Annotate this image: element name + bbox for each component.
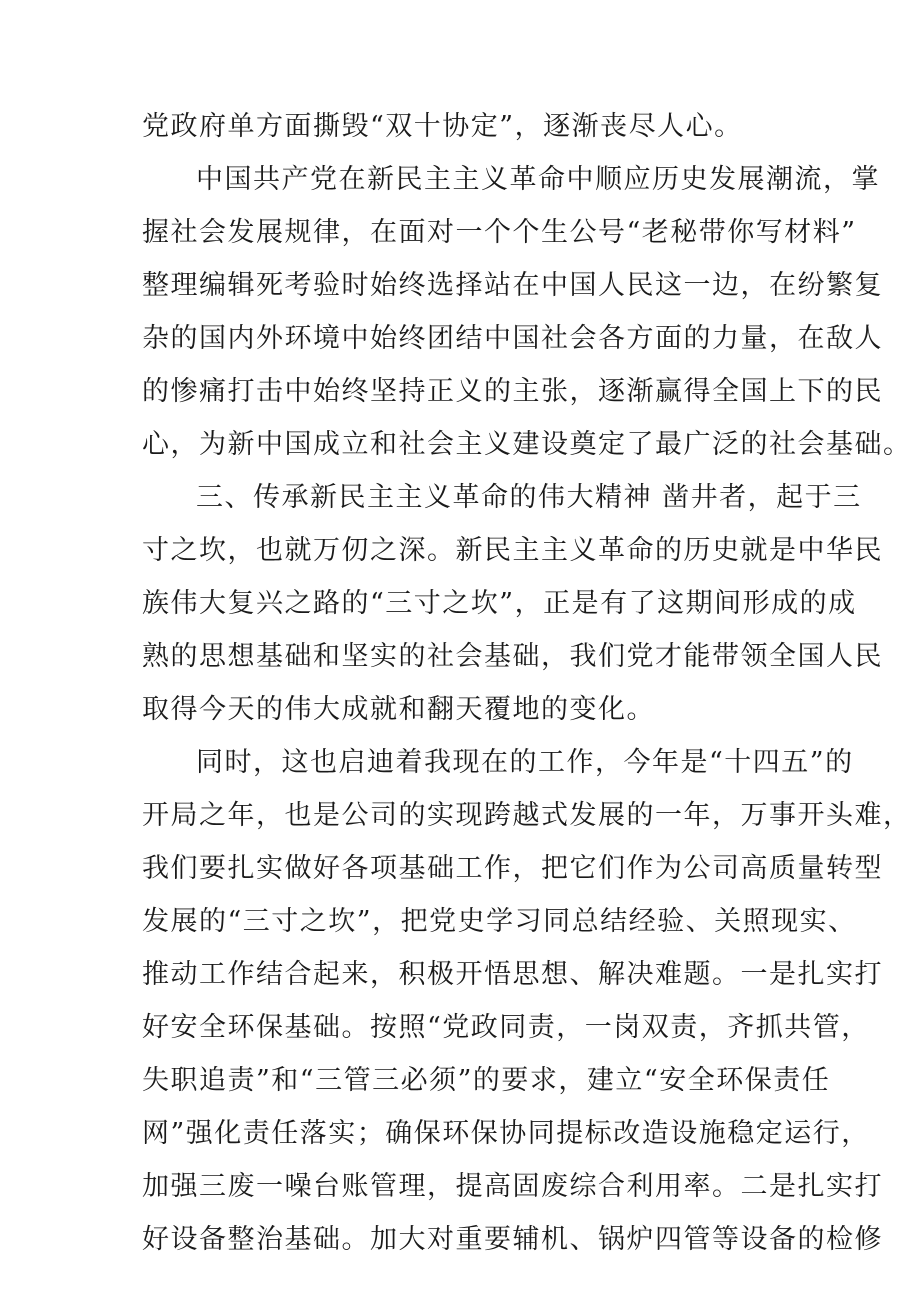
text-line: 杂的国内外环境中始终团结中国社会各方面的力量，在敌人 <box>142 323 883 354</box>
text-line: 寸之坎，也就万仞之深。新民主主义革命的历史就是中华民 <box>142 535 883 566</box>
text-line: 熟的思想基础和坚实的社会基础，我们党才能带领全国人民 <box>142 641 883 672</box>
text-line: 中国共产党在新民主主义革命中顺应历史发展潮流，掌 <box>196 164 880 195</box>
text-line: 取得今天的伟大成就和翻天覆地的变化。 <box>142 694 655 725</box>
text-line: 我们要扎实做好各项基础工作，把它们作为公司高质量转型 <box>142 853 883 884</box>
text-line: 三、传承新民主主义革命的伟大精神 凿井者，起于三 <box>196 482 862 513</box>
text-line: 整理编辑死考验时始终选择站在中国人民这一边，在纷繁复 <box>142 270 883 301</box>
text-line: 的惨痛打击中始终坚持正义的主张，逐渐赢得全国上下的民 <box>142 376 883 407</box>
document-body <box>142 100 912 1266</box>
text-line: 心，为新中国成立和社会主义建设奠定了最广泛的社会基础。 <box>142 429 912 460</box>
text-line: 网”强化责任落实；确保环保协同提标改造设施稳定运行， <box>142 1118 870 1149</box>
text-line: 同时，这也启迪着我现在的工作，今年是“十四五”的 <box>196 747 854 778</box>
text-line: 族伟大复兴之路的“三寸之坎”，正是有了这期间形成的成 <box>142 588 857 619</box>
text-line: 好安全环保基础。按照“党政同责，一岗双责，齐抓共管， <box>142 1012 870 1043</box>
text-line: 加强三废一噪台账管理，提高固废综合利用率。二是扎实打 <box>142 1171 883 1202</box>
text-line: 党政府单方面撕毁“双十协定”，逐渐丧尽人心。 <box>142 111 743 142</box>
text-line: 开局之年，也是公司的实现跨越式发展的一年，万事开头难， <box>142 800 912 831</box>
text-line: 握社会发展规律，在面对一个个生公号“老秘带你写材料” <box>142 217 857 248</box>
text-line: 好设备整治基础。加大对重要辅机、锅炉四管等设备的检修 <box>142 1224 883 1255</box>
text-line: 失职追责”和“三管三必须”的要求，建立“安全环保责任 <box>142 1065 831 1096</box>
text-line: 推动工作结合起来，积极开悟思想、解决难题。一是扎实打 <box>142 959 883 990</box>
text-line: 发展的“三寸之坎”，把党史学习同总结经验、关照现实、 <box>142 906 857 937</box>
